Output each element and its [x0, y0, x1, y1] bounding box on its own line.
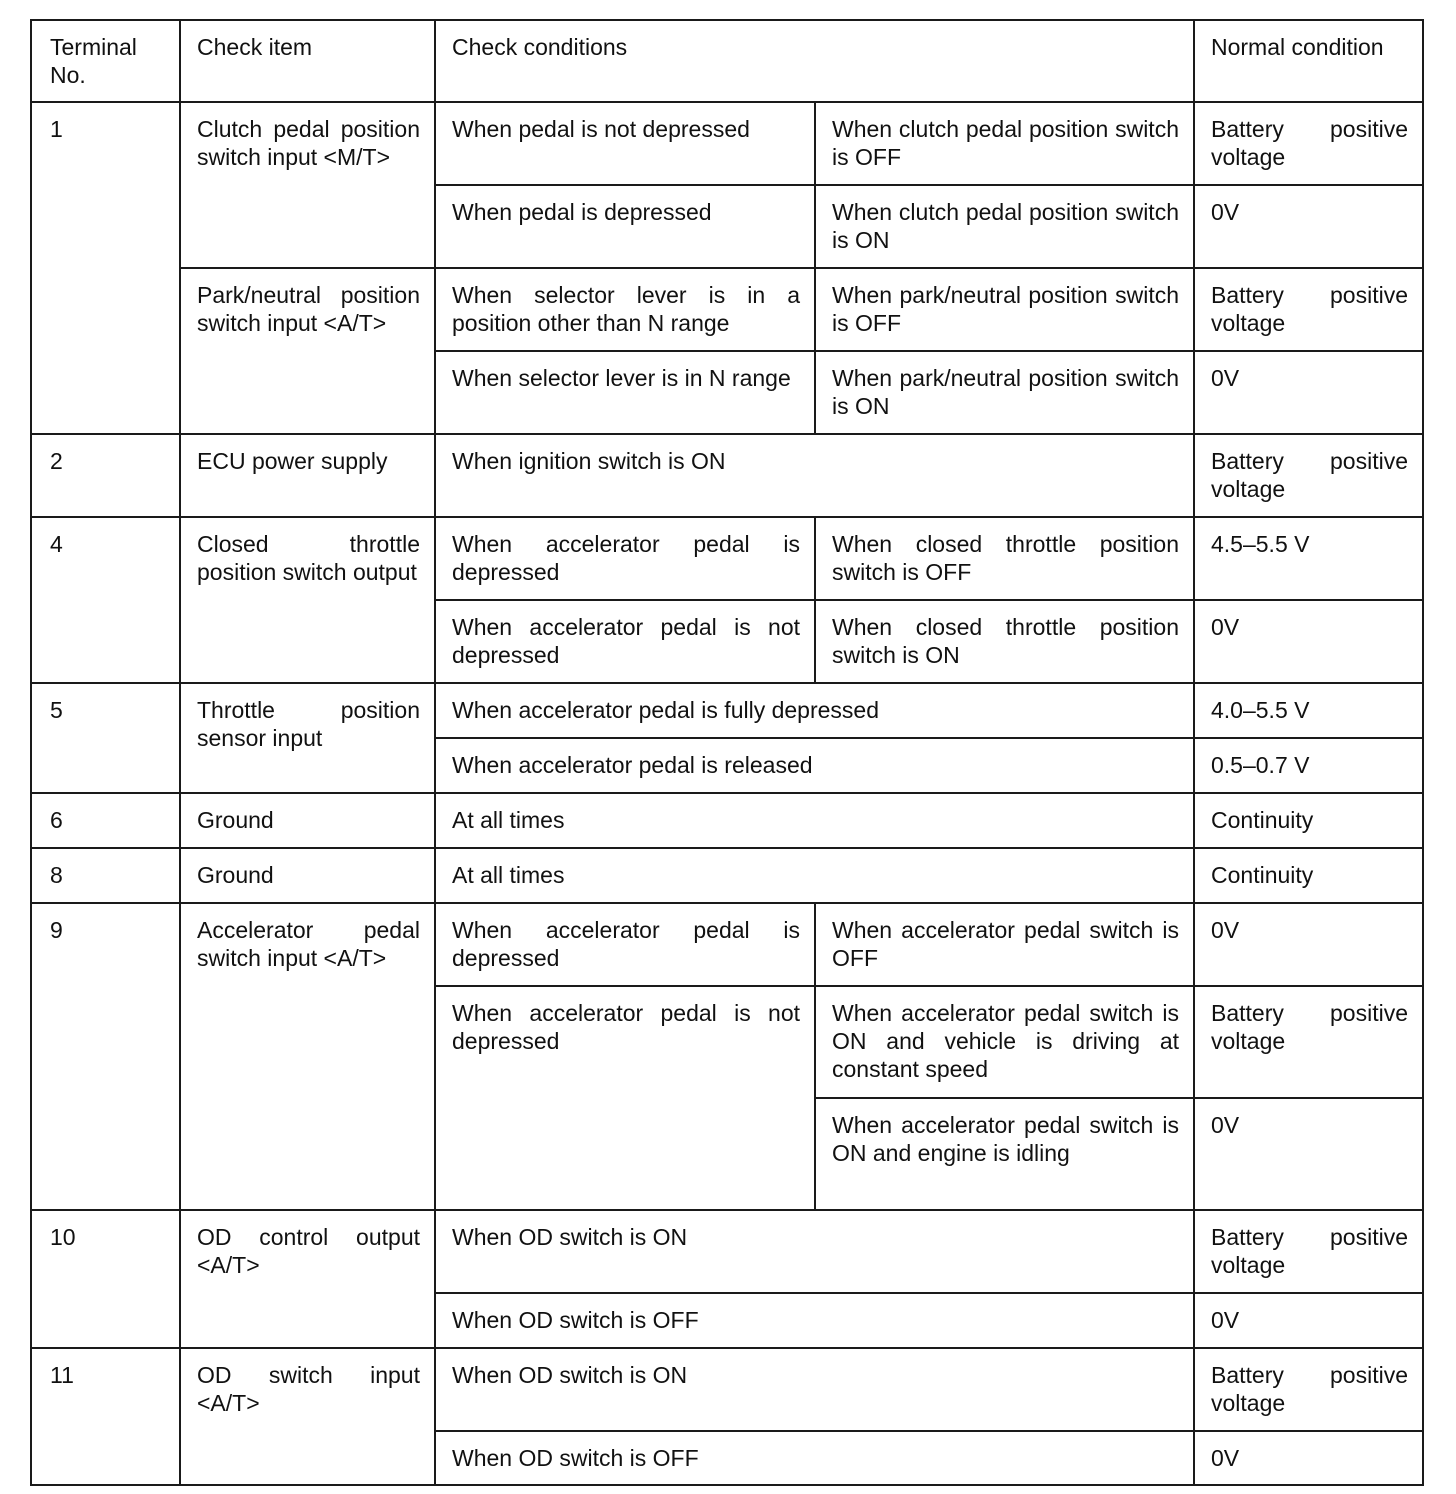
table-row — [31, 102, 1423, 185]
normal-condition: 0V — [1194, 903, 1423, 986]
check-condition: At all times — [435, 793, 1194, 848]
table-row — [31, 903, 1423, 986]
header-check-conditions: Check conditions — [435, 20, 1194, 102]
check-condition: When accelerator pedal is released — [435, 738, 1194, 793]
terminal-no: 9 — [31, 903, 180, 1210]
terminal-no: 1 — [31, 102, 180, 434]
check-item: Closed throttle position switch output — [180, 517, 435, 683]
header-terminal-no: Terminal No. — [31, 20, 180, 102]
check-condition: When accelerator pedal is fully depressed — [435, 683, 1194, 738]
header-normal-condition: Normal condition — [1194, 20, 1423, 102]
header-row — [31, 20, 1423, 102]
terminal-no: 10 — [31, 1210, 180, 1348]
normal-condition: 0V — [1194, 1098, 1423, 1210]
check-item: OD control output <A/T> — [180, 1210, 435, 1348]
check-item: Ground — [180, 848, 435, 903]
check-subcondition: When closed throttle position switch is OFF — [815, 517, 1194, 600]
normal-condition: 0V — [1194, 185, 1423, 268]
check-subcondition: When clutch pedal position switch is OFF — [815, 102, 1194, 185]
table-row — [31, 434, 1423, 517]
terminal-check-table — [30, 19, 1424, 1486]
check-condition: When pedal is not depressed — [435, 102, 815, 185]
check-subcondition: When clutch pedal position switch is ON — [815, 185, 1194, 268]
check-condition: When accelerator pedal is not depressed — [435, 600, 815, 683]
check-condition: When pedal is depressed — [435, 185, 815, 268]
normal-condition: Battery positive voltage — [1194, 268, 1423, 351]
normal-condition: 4.5–5.5 V — [1194, 517, 1423, 600]
check-item: OD switch input <A/T> — [180, 1348, 435, 1485]
terminal-no: 2 — [31, 434, 180, 517]
check-subcondition: When accelerator pedal switch is OFF — [815, 903, 1194, 986]
check-condition: When selector lever is in a position other than N range — [435, 268, 815, 351]
table-row — [31, 1348, 1423, 1431]
terminal-no: 4 — [31, 517, 180, 683]
check-item: Park/neutral position switch input <A/T> — [180, 268, 435, 434]
normal-condition: Continuity — [1194, 848, 1423, 903]
check-condition: When ignition switch is ON — [435, 434, 1194, 517]
check-condition: When accelerator pedal is depressed — [435, 517, 815, 600]
table-row — [31, 268, 1423, 351]
check-subcondition: When park/neutral position switch is OFF — [815, 268, 1194, 351]
check-condition: When accelerator pedal is depressed — [435, 903, 815, 986]
check-condition: At all times — [435, 848, 1194, 903]
normal-condition: 0V — [1194, 1293, 1423, 1348]
terminal-no: 5 — [31, 683, 180, 793]
normal-condition: 0V — [1194, 600, 1423, 683]
normal-condition: 0V — [1194, 351, 1423, 434]
normal-condition: Continuity — [1194, 793, 1423, 848]
check-item: Throttle position sensor input — [180, 683, 435, 793]
normal-condition: 4.0–5.5 V — [1194, 683, 1423, 738]
check-condition: When OD switch is ON — [435, 1210, 1194, 1293]
check-condition: When accelerator pedal is not depressed — [435, 986, 815, 1210]
terminal-no: 8 — [31, 848, 180, 903]
check-item: Accelerator pedal switch input <A/T> — [180, 903, 435, 1210]
check-condition: When OD switch is ON — [435, 1348, 1194, 1431]
normal-condition: Battery positive voltage — [1194, 102, 1423, 185]
normal-condition: 0V — [1194, 1431, 1423, 1485]
table-row — [31, 1210, 1423, 1293]
check-subcondition: When accelerator pedal switch is ON and vehicle is driving at constant speed — [815, 986, 1194, 1098]
normal-condition: 0.5–0.7 V — [1194, 738, 1423, 793]
check-item: Clutch pedal position switch input <M/T> — [180, 102, 435, 268]
header-check-item: Check item — [180, 20, 435, 102]
normal-condition: Battery positive voltage — [1194, 1348, 1423, 1431]
check-condition: When OD switch is OFF — [435, 1431, 1194, 1485]
check-item: ECU power supply — [180, 434, 435, 517]
table-row — [31, 517, 1423, 600]
normal-condition: Battery positive voltage — [1194, 986, 1423, 1098]
table-row — [31, 683, 1423, 738]
terminal-no: 11 — [31, 1348, 180, 1485]
check-condition: When OD switch is OFF — [435, 1293, 1194, 1348]
check-subcondition: When accelerator pedal switch is ON and engine is idling — [815, 1098, 1194, 1210]
check-condition: When selector lever is in N range — [435, 351, 815, 434]
normal-condition: Battery positive voltage — [1194, 1210, 1423, 1293]
normal-condition: Battery positive voltage — [1194, 434, 1423, 517]
check-item: Ground — [180, 793, 435, 848]
check-subcondition: When park/neutral position switch is ON — [815, 351, 1194, 434]
table-row — [31, 848, 1423, 903]
check-subcondition: When closed throttle position switch is ON — [815, 600, 1194, 683]
table-row — [31, 793, 1423, 848]
terminal-no: 6 — [31, 793, 180, 848]
